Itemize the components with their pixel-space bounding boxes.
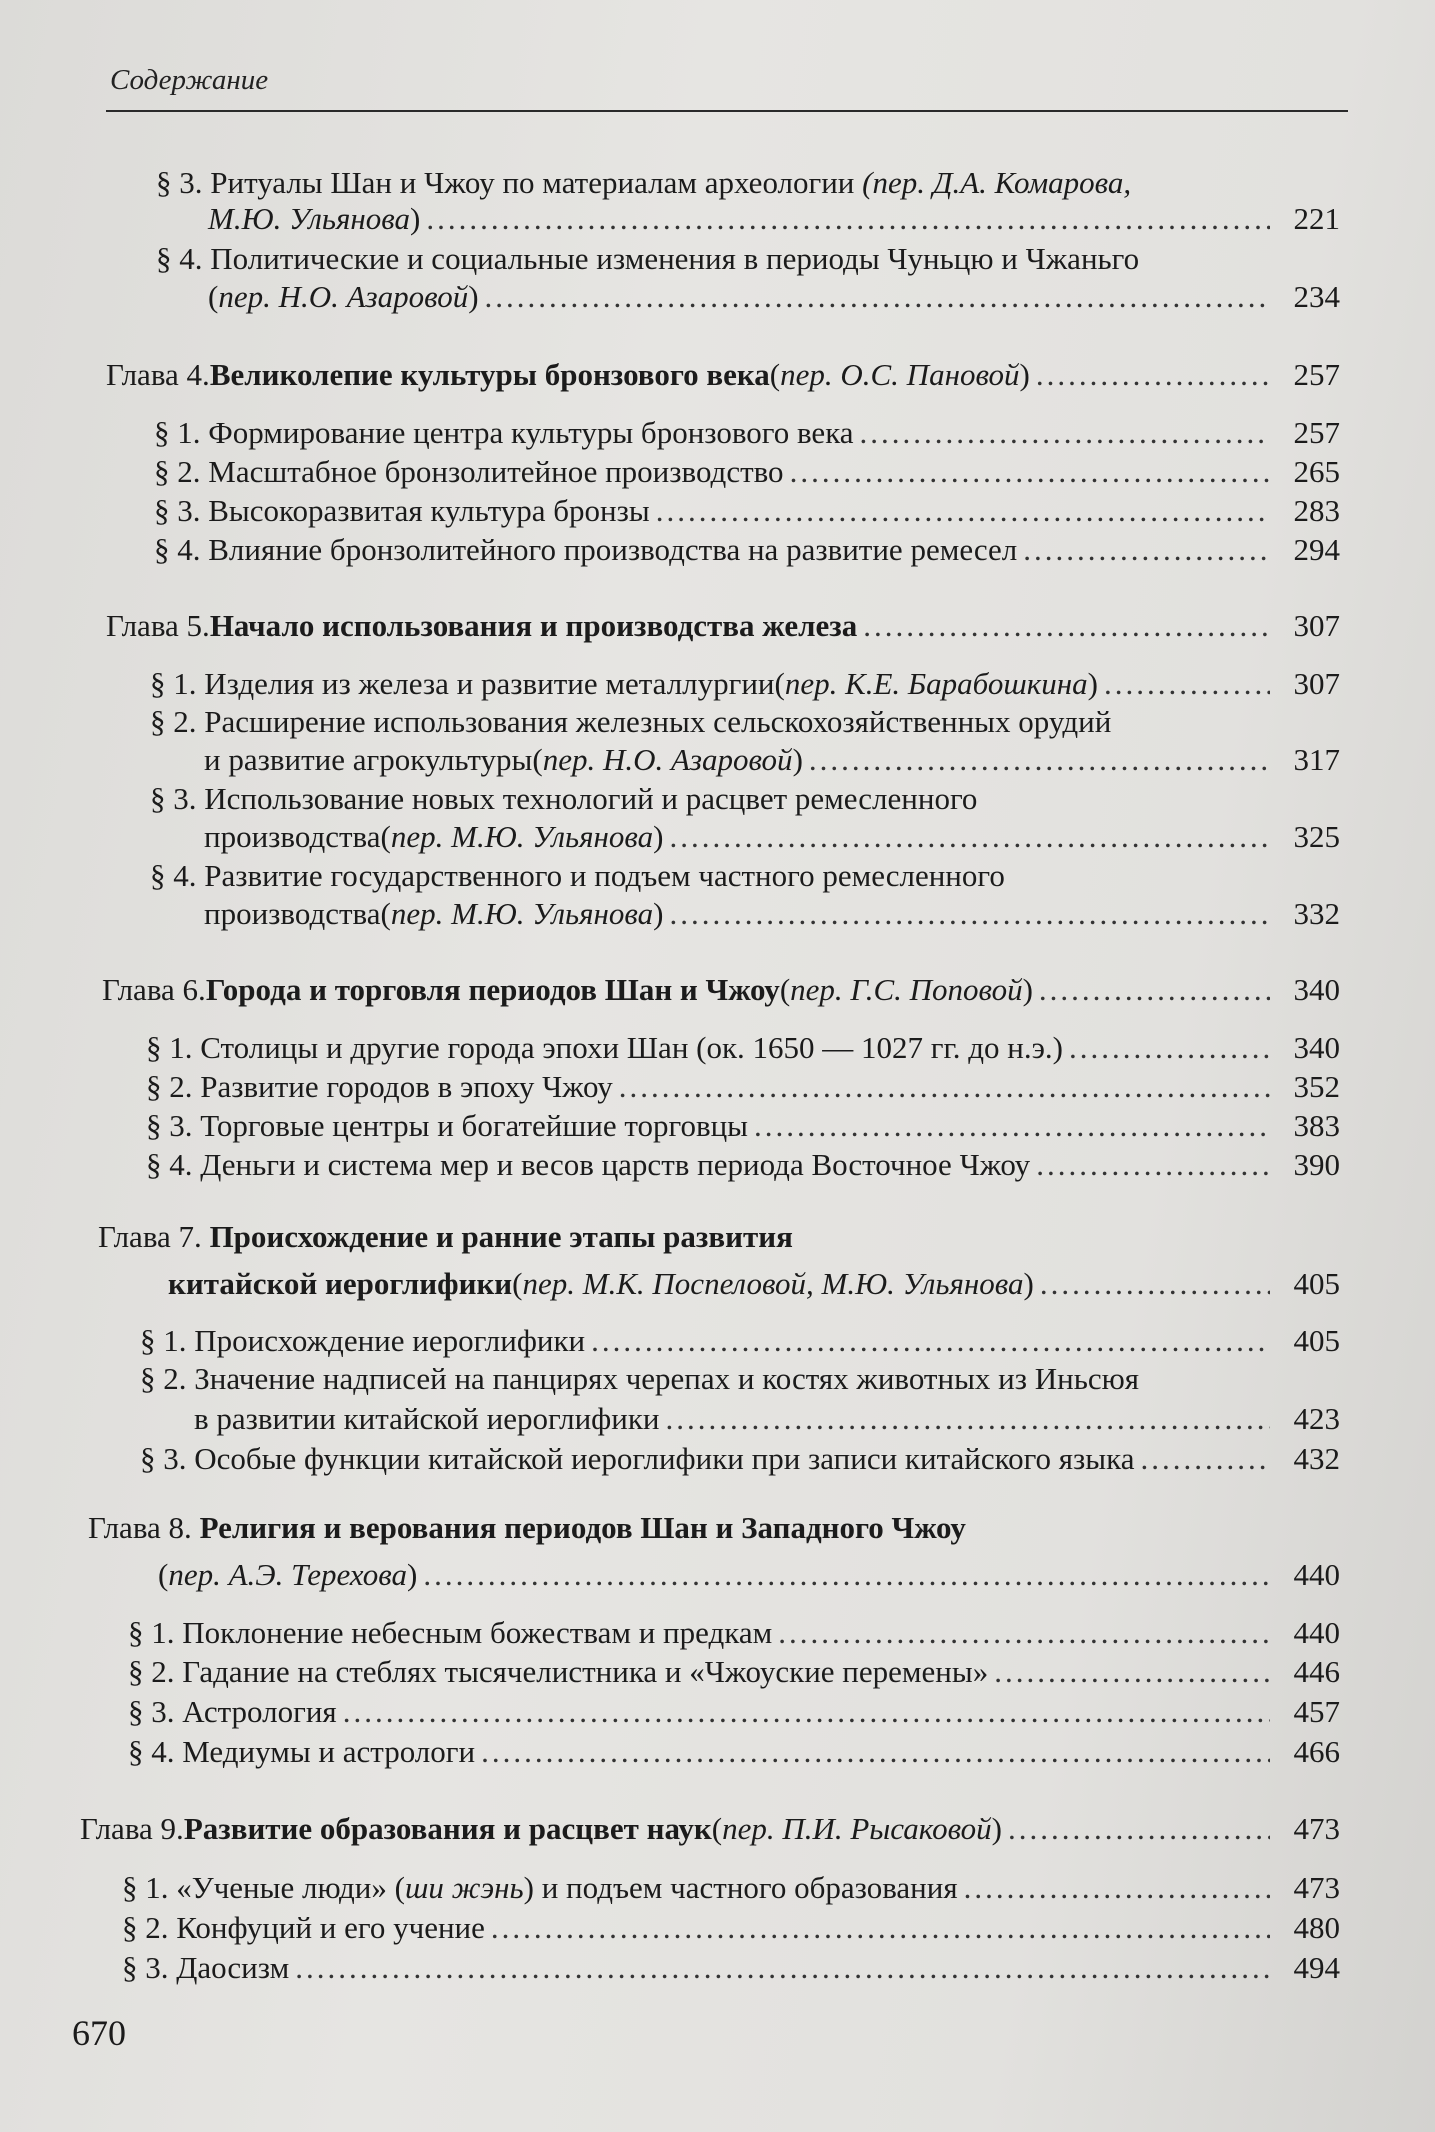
dot-leader	[426, 200, 1270, 238]
page-ref: 325	[1293, 819, 1340, 854]
page-ref: 221	[1293, 201, 1340, 236]
toc-entry-9-2[interactable]: § 2. Конфуций и его учение ..... 480	[122, 1909, 1340, 1947]
toc-entry-6-3[interactable]: § 3. Торговые центры и богатейшие торговцы ..... 383	[146, 1107, 1340, 1145]
page-ref: 473	[1293, 1811, 1340, 1846]
dot-leader	[1140, 1440, 1270, 1478]
page-ref: 405	[1293, 1323, 1340, 1358]
dot-leader	[1008, 1810, 1270, 1848]
page-ref: 466	[1293, 1734, 1340, 1769]
dot-leader	[1039, 971, 1270, 1009]
toc-entry-6-2[interactable]: § 2. Развитие городов в эпоху Чжоу ..... 352	[146, 1068, 1340, 1106]
page-ref: 307	[1293, 666, 1340, 701]
page-ref: 332	[1293, 896, 1340, 931]
dot-leader	[1036, 356, 1270, 394]
page-ref: 432	[1293, 1441, 1340, 1476]
dot-leader	[1069, 1029, 1270, 1067]
toc-chapter-7[interactable]: китайской иероглифики ( пер. М.К. Поспеловой, М.Ю. Ульянова ) ..... 405	[168, 1265, 1340, 1303]
page-ref: 307	[1293, 608, 1340, 643]
dot-leader	[863, 607, 1270, 645]
toc-chapter-8-line1: Глава 8. Религия и верования периодов Шан и Западного Чжоу	[88, 1510, 966, 1545]
page-number: 670	[72, 2013, 126, 2053]
dot-leader	[491, 1909, 1270, 1947]
toc-entry-4-3[interactable]: § 3. Высокоразвитая культура бронзы ..... 283	[154, 492, 1340, 530]
dot-leader	[295, 1949, 1270, 1987]
page-ref: 423	[1293, 1401, 1340, 1436]
page-ref: 383	[1293, 1108, 1340, 1143]
page-ref: 294	[1293, 532, 1340, 567]
dot-leader	[619, 1068, 1270, 1106]
toc-entry-3-3[interactable]: М.Ю. Ульянова ) ..... 221	[208, 200, 1340, 238]
dot-leader	[754, 1107, 1270, 1145]
page-ref: 494	[1293, 1950, 1340, 1985]
toc-chapter-6[interactable]: Глава 6. Города и торговля периодов Шан и Чжоу ( пер. Г.С. Поповой ) ..... 340	[102, 971, 1340, 1009]
toc-entry-4-4[interactable]: § 4. Влияние бронзолитейного производства на развитие ремесел ..... 294	[154, 531, 1340, 569]
toc-entry-9-3[interactable]: § 3. Даосизм ..... 494	[122, 1949, 1340, 1987]
page-ref: 473	[1293, 1870, 1340, 1905]
toc-entry-3-4[interactable]: ( пер. Н.О. Азаровой ) ..... 234	[208, 278, 1340, 316]
page-ref: 457	[1293, 1694, 1340, 1729]
toc-entry-4-1[interactable]: § 1. Формирование центра культуры бронзового века ..... 257	[154, 414, 1340, 452]
page-ref: 352	[1293, 1069, 1340, 1104]
toc-entry-7-1[interactable]: § 1. Происхождение иероглифики ..... 405	[140, 1322, 1340, 1360]
page-ref: 480	[1293, 1910, 1340, 1945]
toc-entry-5-3[interactable]: производства ( пер. М.Ю. Ульянова ) ..... 325	[204, 818, 1340, 856]
dot-leader	[481, 1733, 1270, 1771]
page-ref: 440	[1293, 1615, 1340, 1650]
toc-chapter-8[interactable]: ( пер. А.Э. Терехова ) ..... 440	[158, 1556, 1340, 1594]
toc-entry-4-2[interactable]: § 2. Масштабное бронзолитейное производство ..... 265	[154, 453, 1340, 491]
dot-leader	[1040, 1265, 1270, 1303]
page-ref: 257	[1293, 357, 1340, 392]
toc-entry-5-1[interactable]: § 1. Изделия из железа и развитие металлургии ( пер. К.Е. Барабошкина ) ..... 307	[150, 665, 1340, 703]
toc-entry-5-2-line1: § 2. Расширение использования железных сельскохозяйственных орудий	[150, 704, 1112, 739]
dot-leader	[343, 1693, 1270, 1731]
dot-leader	[656, 492, 1270, 530]
page-ref: 340	[1293, 1030, 1340, 1065]
dot-leader	[860, 414, 1270, 452]
dot-leader	[964, 1869, 1270, 1907]
dot-leader	[1023, 531, 1270, 569]
dot-leader	[1036, 1146, 1270, 1184]
dot-leader	[1104, 665, 1270, 703]
page-ref: 317	[1293, 742, 1340, 777]
page-ref: 440	[1293, 1557, 1340, 1592]
toc-entry-5-4[interactable]: производства ( пер. М.Ю. Ульянова ) ..... 332	[204, 895, 1340, 933]
toc-entry-8-1[interactable]: § 1. Поклонение небесным божествам и предкам ..... 440	[128, 1614, 1340, 1652]
dot-leader	[809, 741, 1270, 779]
dot-leader	[485, 278, 1270, 316]
toc-chapter-7-line1: Глава 7. Происхождение и ранние этапы развития	[98, 1219, 793, 1254]
toc-chapter-9[interactable]: Глава 9. Развитие образования и расцвет наук ( пер. П.И. Рысаковой ) ..... 473	[80, 1810, 1340, 1848]
toc-chapter-4[interactable]: Глава 4. Великолепие культуры бронзового века ( пер. О.С. Пановой ) ..... 257	[106, 356, 1340, 394]
toc-entry-8-3[interactable]: § 3. Астрология ..... 457	[128, 1693, 1340, 1731]
dot-leader	[591, 1322, 1270, 1360]
toc-entry-3-4-line1: § 4. Политические и социальные изменения в периоды Чуньцю и Чжаньго	[156, 241, 1140, 276]
header-rule	[106, 110, 1348, 112]
page-ref: 446	[1293, 1654, 1340, 1689]
dot-leader	[423, 1556, 1270, 1594]
toc-entry-8-4[interactable]: § 4. Медиумы и астрологи ..... 466	[128, 1733, 1340, 1771]
page-ref: 390	[1293, 1147, 1340, 1182]
toc-entry-7-2-line1: § 2. Значение надписей на панцирях черепах и костях животных из Иньсюя	[140, 1361, 1140, 1396]
toc-entry-8-2[interactable]: § 2. Гадание на стеблях тысячелистника и «Чжоуские перемены» ..... 446	[128, 1653, 1340, 1691]
dot-leader	[778, 1614, 1270, 1652]
dot-leader	[670, 818, 1271, 856]
toc-entry-6-4[interactable]: § 4. Деньги и система мер и весов царств периода Восточное Чжоу ..... 390	[146, 1146, 1340, 1184]
toc-entry-5-2[interactable]: и развитие агрокультуры ( пер. Н.О. Азаровой ) ..... 317	[204, 741, 1340, 779]
dot-leader	[670, 895, 1271, 933]
page-ref: 257	[1293, 415, 1340, 450]
toc-entry-3-3-line1: § 3. Ритуалы Шан и Чжоу по материалам археологии (пер. Д.А. Комарова,	[156, 165, 1132, 200]
dot-leader	[994, 1653, 1270, 1691]
page-ref: 283	[1293, 493, 1340, 528]
running-header: Содержание	[110, 64, 269, 96]
toc-entry-6-1[interactable]: § 1. Столицы и другие города эпохи Шан (ок. 1650 — 1027 гг. до н.э.) ..... 340	[146, 1029, 1340, 1067]
page-ref: 265	[1293, 454, 1340, 489]
page-ref: 405	[1293, 1266, 1340, 1301]
dot-leader	[790, 453, 1270, 491]
page-ref: 340	[1293, 972, 1340, 1007]
toc-chapter-5[interactable]: Глава 5. Начало использования и производства железа ..... 307	[106, 607, 1340, 645]
toc-entry-7-3[interactable]: § 3. Особые функции китайской иероглифики при записи китайского языка ..... 432	[140, 1440, 1340, 1478]
dot-leader	[665, 1400, 1270, 1438]
toc-entry-7-2[interactable]: в развитии китайской иероглифики ..... 423	[194, 1400, 1340, 1438]
toc-entry-5-4-line1: § 4. Развитие государственного и подъем частного ремесленного	[150, 858, 1005, 893]
toc-entry-9-1[interactable]: § 1. «Ученые люди» ( ши жэнь ) и подъем частного образования ..... 473	[122, 1869, 1340, 1907]
toc-entry-5-3-line1: § 3. Использование новых технологий и расцвет ремесленного	[150, 781, 978, 816]
page-ref: 234	[1293, 279, 1340, 314]
